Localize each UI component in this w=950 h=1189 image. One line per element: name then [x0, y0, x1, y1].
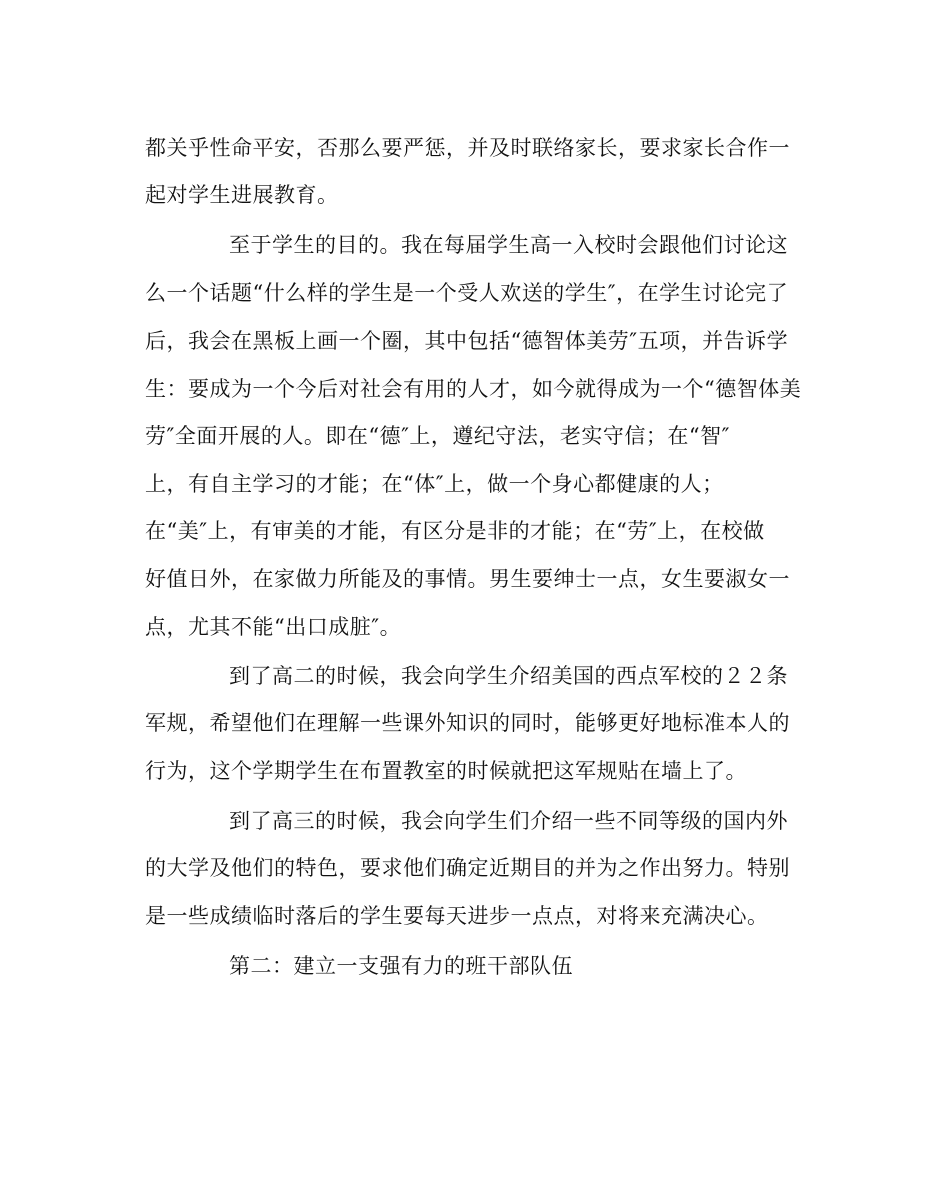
text-line: 生：要成为一个今后对社会有用的人才，如今就得成为一个“德智体美: [145, 377, 802, 401]
text-line: 上，有自主学习的才能；在“体″上，做一个身心都健康的人；: [145, 472, 724, 496]
text-line: 起对学生进展教育。: [145, 183, 339, 207]
text-line: 都关乎性命平安，否那么要严惩，并及时联络家长，要求家长合作一: [145, 136, 790, 160]
text-line: 行为，这个学期学生在布置教室的时候就把这军规贴在墙上了。: [145, 759, 747, 783]
text-line: 劳″全面开展的人。即在“德″上，遵纪守法，老实守信；在“智″: [145, 424, 731, 448]
text-line: 么一个话题“什么样的学生是一个受人欢送的学生″，在学生讨论完了: [145, 281, 789, 305]
paragraph-first-line: 到了高三的时候，我会向学生们介绍一些不同等级的国内外: [229, 809, 788, 833]
text-line: 的大学及他们的特色，要求他们确定近期目的并为之作出努力。特别: [145, 856, 790, 880]
text-line: 在“美″上，有审美的才能，有区分是非的才能；在“劳″上，在校做: [145, 519, 765, 543]
section-heading: 第二：建立一支强有力的班干部队伍: [229, 954, 573, 978]
text-line: 军规，希望他们在理解一些课外知识的同时，能够更好地标准本人的: [145, 711, 790, 735]
text-line: 好值日外，在家做力所能及的事情。男生要绅士一点，女生要淑女一: [145, 567, 790, 591]
text-line: 后，我会在黑板上画一个圈，其中包括“德智体美劳″五项，并告诉学: [145, 329, 789, 353]
text-line: 点，尤其不能“出口成脏″。: [145, 615, 402, 639]
paragraph-first-line: 到了高二的时候，我会向学生介绍美国的西点军校的２２条: [229, 664, 788, 688]
paragraph-first-line: 至于学生的目的。我在每届学生高一入校时会跟他们讨论这: [229, 233, 788, 257]
text-line: 是一些成绩临时落后的学生要每天进步一点点，对将来充满决心。: [145, 904, 769, 928]
